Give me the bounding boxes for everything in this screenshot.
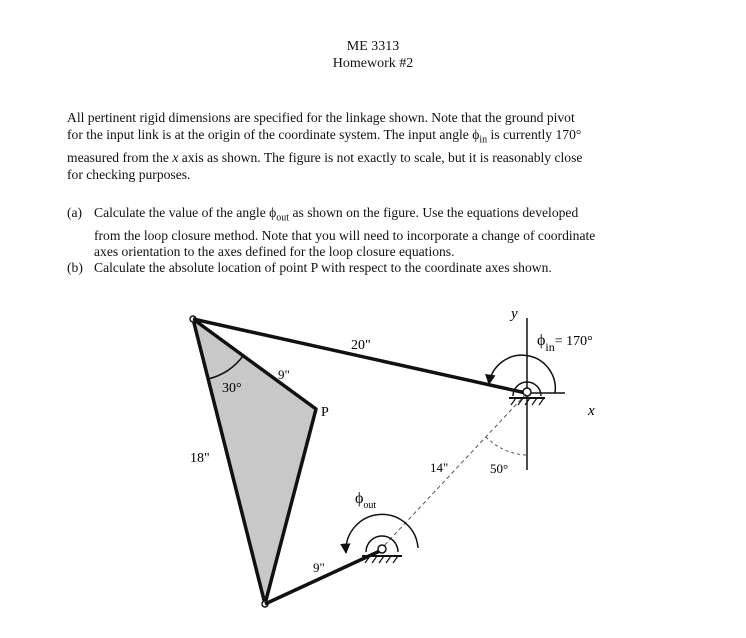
angle-30-label: 30° xyxy=(222,381,242,396)
assignment-title: Homework #2 xyxy=(332,56,414,71)
y-axis-label: y xyxy=(511,306,518,322)
point-p-label: P xyxy=(321,405,329,420)
question-b: (b) Calculate the absolute location of point P with respect to the coordinate axes shown. xyxy=(67,260,552,275)
angle-50-arc xyxy=(486,437,526,455)
dim-18-label: 18" xyxy=(190,451,210,466)
x-axis-label: x xyxy=(588,403,595,419)
dim-20-label: 20" xyxy=(351,338,371,353)
dim-14-label: 14" xyxy=(430,460,449,475)
angle-50-label: 50° xyxy=(490,461,509,476)
dim-9-top-label: 9" xyxy=(278,367,290,382)
dim-9-bottom-label: 9" xyxy=(313,560,325,575)
course-title: ME 3313 xyxy=(346,39,400,54)
output-ground-pivot xyxy=(362,536,402,563)
phi-out-label: $\phi_{out}$ xyxy=(355,490,377,511)
problem-statement: All pertinent rigid dimensions are specified for the linkage shown. Note that the ground pivot for the input link is at the origin of the coordinate system. The input angle $\phi_{in}$ is currently 170° measured from the x axis as shown. The figure is not exactly to scale, but it is reasonably close for checking purposes. xyxy=(67,110,583,182)
question-a: (a) Calculate the value of the angle $\phi_{out}$ as shown on the figure. Use the equations developed from the loop closure method. Note that you will need to incorporate a change of coordinate axes orientation to the axes defined for the loop closure equations. xyxy=(67,205,596,259)
coupler-triangle xyxy=(193,319,316,604)
output-link xyxy=(265,550,382,604)
phi-in-label: $\phi_{in}= 170^\circ$ xyxy=(537,332,593,354)
